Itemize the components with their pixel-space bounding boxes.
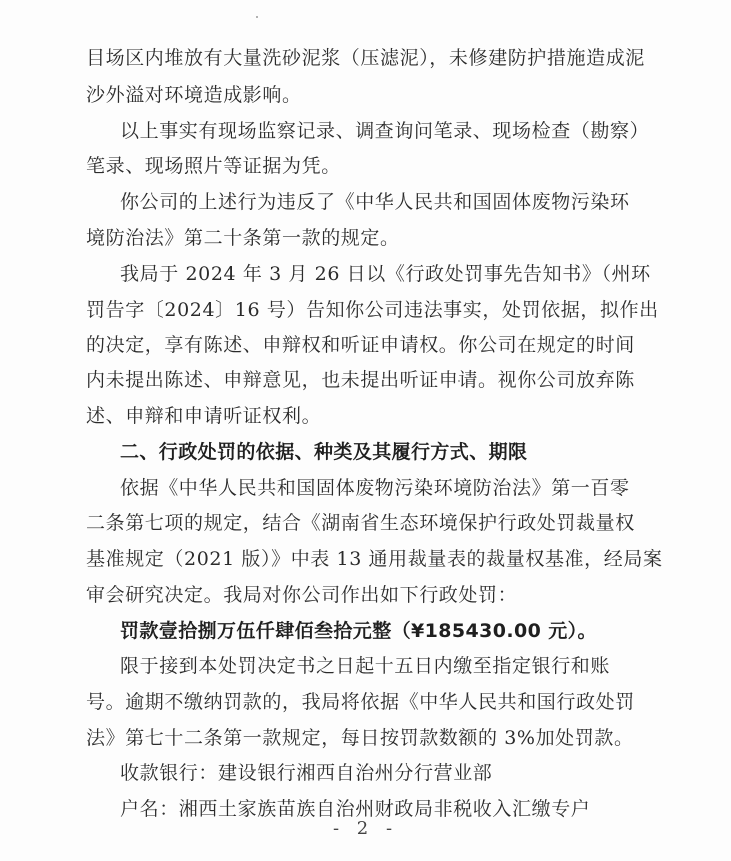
body-text-line: 审会研究决定。我局对你公司作出如下行政处罚： <box>86 584 518 606</box>
body-text-line: 的决定，享有陈述、申辩权和听证申请权。你公司在规定的时间 <box>86 334 635 356</box>
body-text-line: 笔录、现场照片等证据为凭。 <box>86 155 341 177</box>
body-text-line: 目场区内堆放有大量洗砂泥浆（压滤泥），未修建防护措施造成泥 <box>86 47 645 69</box>
penalty-amount: 罚款壹拾捌万伍仟肆佰叁拾元整（¥185430.00 元）。 <box>120 620 597 642</box>
body-text-line: 以上事实有现场监察记录、调查询问笔录、现场检查（勘察） <box>120 120 650 142</box>
body-text-line: 内未提出陈述、申辩意见，也未提出听证申请。视你公司放弃陈 <box>86 369 635 391</box>
body-text-line: 法》第七十二条第一款规定，每日按罚款数额的 3%加处罚款。 <box>86 727 634 749</box>
body-text-line: 罚告字〔2024〕16 号）告知你公司违法事实，处罚依据，拟作出 <box>86 299 659 321</box>
body-text-line: 我局于 2024 年 3 月 26 日以《行政处罚事先告知书》（州环 <box>120 263 651 285</box>
body-text-line: 你公司的上述行为违反了《中华人民共和国固体废物污染环 <box>120 191 630 213</box>
payee-bank: 收款银行：建设银行湘西自治州分行营业部 <box>120 762 493 784</box>
body-text-line: 境防治法》第二十条第一款的规定。 <box>86 227 400 249</box>
body-text-line: 基准规定（2021 版）》中表 13 通用裁量表的裁量权基准，经局案 <box>86 548 663 570</box>
body-text-line: 号。逾期不缴纳罚款的，我局将依据《中华人民共和国行政处罚 <box>86 691 635 713</box>
section-heading: 二、行政处罚的依据、种类及其履行方式、期限 <box>120 441 528 463</box>
body-text-line: 沙外溢对环境造成影响。 <box>86 84 302 106</box>
body-text-line: 二条第七项的规定，结合《湖南省生态环境保护行政处罚裁量权 <box>86 512 635 534</box>
body-text-line: 依据《中华人民共和国固体废物污染环境防治法》第一百零 <box>120 477 630 499</box>
payee-account-name: 户名：湘西土家族苗族自治州财政局非税收入汇缴专户 <box>120 798 591 820</box>
scan-speck <box>256 16 258 18</box>
page-number: - 2 - <box>332 818 399 839</box>
body-text-line: 述、申辩和申请听证权利。 <box>86 405 322 427</box>
body-text-line: 限于接到本处罚决定书之日起十五日内缴至指定银行和账 <box>120 655 611 677</box>
